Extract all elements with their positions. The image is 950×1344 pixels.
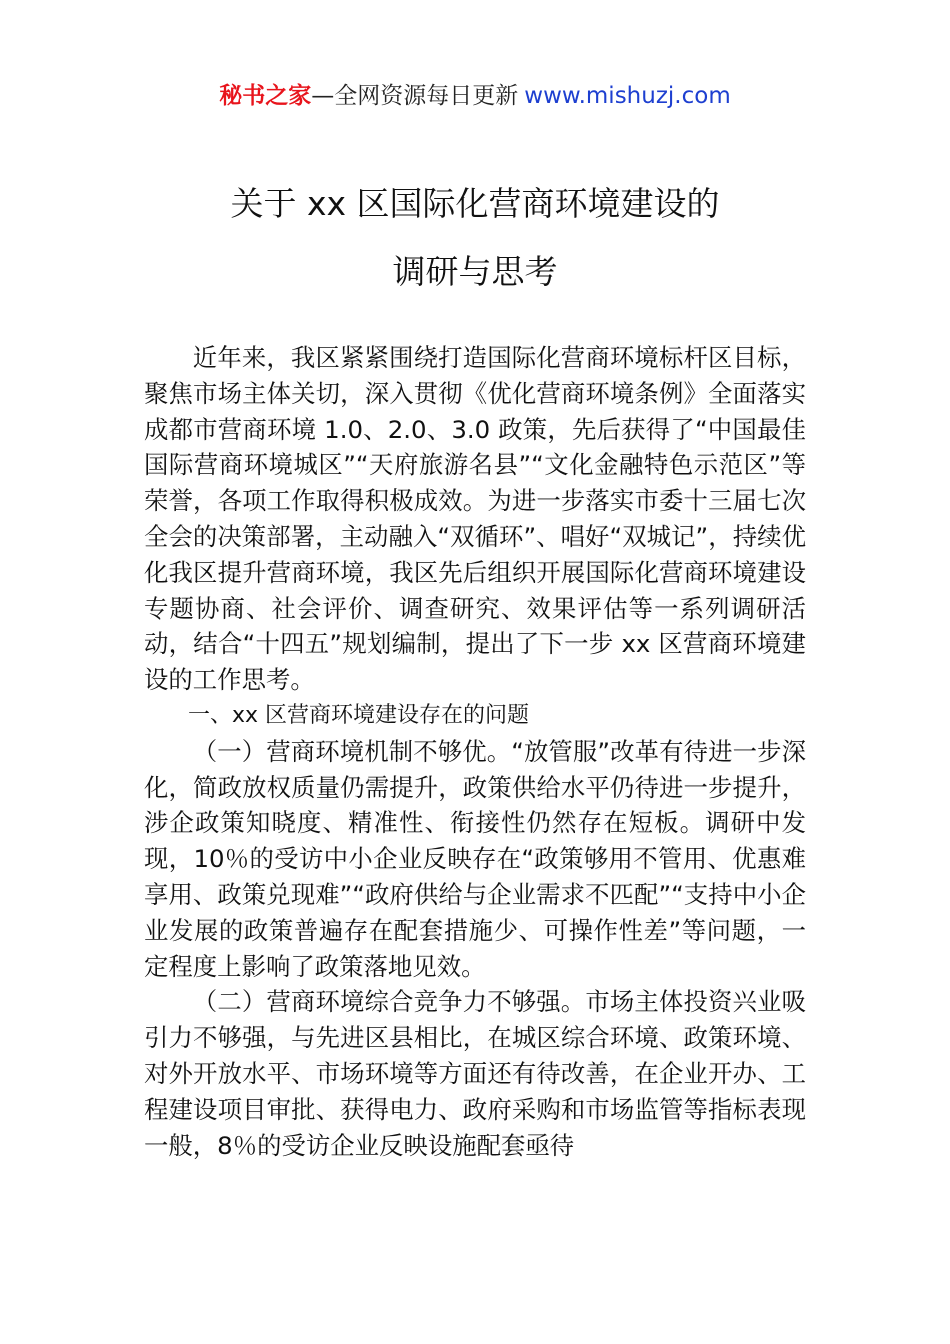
document-title-line-2: 调研与思考: [392, 252, 558, 291]
section-heading: 一、xx 区营商环境建设存在的问题: [188, 702, 530, 728]
document-body: [144, 340, 806, 1163]
body-paragraph: （一）营商环境机制不够优。“放管服”改革有待进一步深化，简政放权质量仍需提升，政策供给水平仍待进一步提升，涉企政策知晓度、精准性、衔接性仍然存在短板。调研中发现，10％的受访中小企业反映存在“政策够用不管用、优惠难享用、政策兑现难”“政府供给与企业需求不匹配”“支持中小企业发展的政策普遍存在配套措施少、可操作性差”等问题，一定程度上影响了政策落地见效。: [144, 736, 806, 981]
intro-paragraph: 近年来，我区紧紧围绕打造国际化营商环境标杆区目标，聚焦市场主体关切，深入贯彻《优化营商环境条例》全面落实成都市营商环境 1.0、2.0、3.0 政策，先后获得了“中国最佳国际营商环境城区”“天府旅游名县”“文化金融特色示范区”等荣誉，各项工作取得积极成效。为进一步落实市委十三届七次全会的决策部署，主动融入“双循环”、唱好“双城记”，持续优化我区提升营商环境，我区先后组织开展国际化营商环境建设专题协商、社会评价、调查研究、效果评估等一系列调研活动，结合“十四五”规划编制，提出了下一步 xx 区营商环境建设的工作思考。: [144, 343, 806, 695]
site-url-link[interactable]: www.mishuzj.com: [524, 83, 731, 109]
site-header: [0, 80, 950, 112]
site-brand: 秘书之家: [219, 83, 312, 109]
body-paragraph: （二）营商环境综合竞争力不够强。市场主体投资兴业吸引力不够强，与先进区县相比，在城区综合环境、政策环境、对外开放水平、市场环境等方面还有待改善，在企业开办、工程建设项目审批、获得电力、政府采购和市场监管等指标表现一般，8％的受访企业反映设施配套亟待: [144, 987, 806, 1160]
document-title-line-1: 关于 xx 区国际化营商环境建设的: [230, 184, 720, 223]
site-tagline: —全网资源每日更新: [311, 83, 519, 109]
